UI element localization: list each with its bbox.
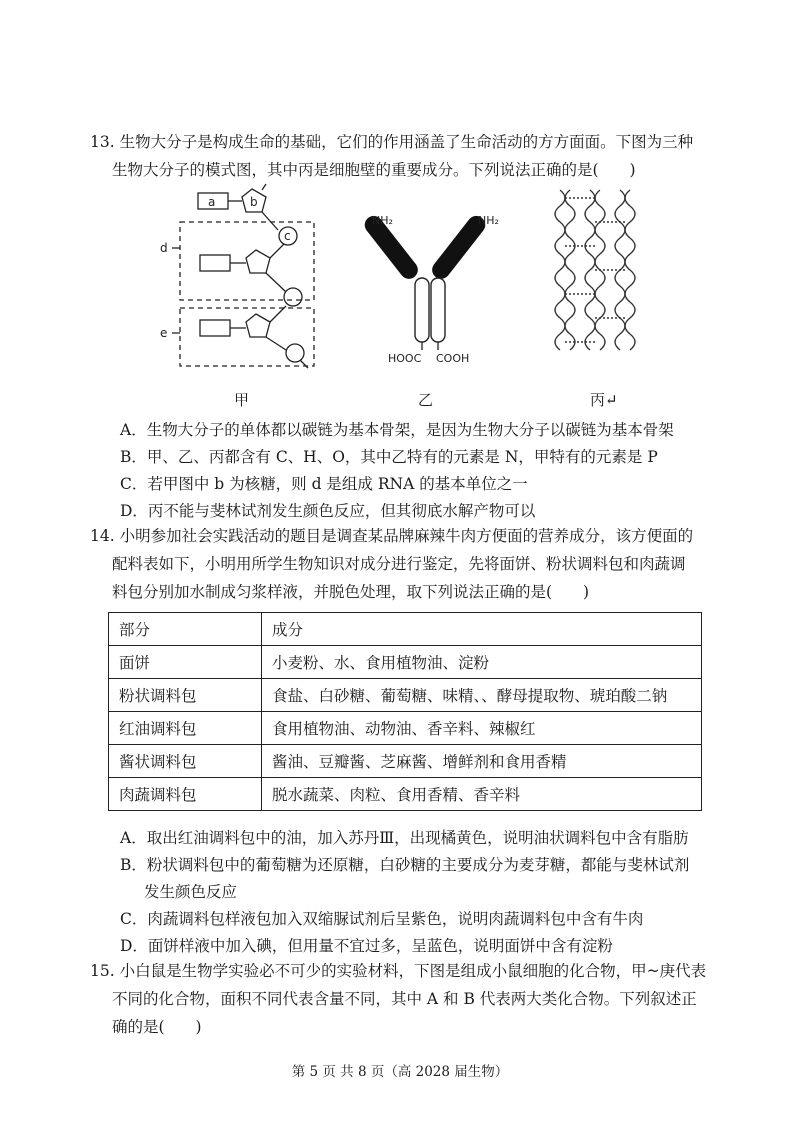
page-footer: 第 5 页 共 8 页（高 2028 届生物） xyxy=(291,1064,509,1080)
yi-hooc: HOOC xyxy=(388,352,422,365)
table-header-row xyxy=(109,613,702,646)
table-cell: 粉状调料包 xyxy=(109,679,262,712)
caption-jia: 甲 xyxy=(234,391,250,409)
q13-option-c: C．若甲图中 b 为核糖，则 d 是组成 RNA 的基本单位之一 xyxy=(120,475,528,493)
q13-option-d: D．丙不能与斐林试剂发生颜色反应，但其彻底水解产物可以 xyxy=(120,502,536,520)
q13-option-b: B．甲、乙、丙都含有 C、H、O，其中乙特有的元素是 N，甲特有的元素是 P xyxy=(120,448,658,466)
table-cell: 小麦粉、水、食用植物油、淀粉 xyxy=(262,646,702,679)
q15-line-2: 不同的化合物，面积不同代表含量不同，其中 A 和 B 代表两大类化合物。下列叙述正 xyxy=(112,990,697,1008)
table-row xyxy=(109,778,702,811)
table-cell: 酱油、豆瓣酱、芝麻酱、增鲜剂和食用香精 xyxy=(262,745,702,778)
yi-cooh: COOH xyxy=(436,352,470,365)
q14-option-b-line-2: 发生颜色反应 xyxy=(144,883,238,901)
jia-dashed-box-e xyxy=(180,308,314,366)
q13-figure xyxy=(150,180,710,420)
q13-line-2: 生物大分子的模式图，其中丙是细胞壁的重要成分。下列说法正确的是( ) xyxy=(112,161,636,179)
yi-nh2-left: NH₂ xyxy=(372,214,393,227)
table-cell: 面饼 xyxy=(109,646,262,679)
ingredients-table xyxy=(108,612,702,811)
table-header-content: 成分 xyxy=(262,613,702,646)
jia-label-d: d xyxy=(160,241,168,255)
table-cell: 脱水蔬菜、肉粒、食用香精、香辛料 xyxy=(262,778,702,811)
q14-option-d: D．面饼样液中加入碘，但用量不宜过多，呈蓝色，说明面饼中含有淀粉 xyxy=(120,937,613,955)
q14-option-c: C．肉蔬调料包样液包加入双缩脲试剂后呈紫色，说明肉蔬调料包中含有牛肉 xyxy=(120,910,644,928)
q14-line-3: 料包分别加水制成匀浆样液，并脱色处理，取下列说法正确的是( ) xyxy=(112,583,590,601)
caption-yi: 乙 xyxy=(418,391,434,409)
table-cell: 红油调料包 xyxy=(109,712,262,745)
jia-label-b: b xyxy=(250,195,258,209)
table-cell: 食用植物油、动物油、香辛料、辣椒红 xyxy=(262,712,702,745)
question-13-stem xyxy=(90,128,730,184)
table-cell: 食盐、白砂糖、葡萄糖、味精、、酵母提取物、琥珀酸二钠 xyxy=(262,679,702,712)
table-cell: 酱状调料包 xyxy=(109,745,262,778)
yi-nh2-right: NH₂ xyxy=(478,214,499,227)
table-row xyxy=(109,712,702,745)
jia-label-c: c xyxy=(284,229,291,243)
q14-line-2: 配料表如下，小明用所学生物知识对成分进行鉴定，先将面饼、粉状调料包和肉蔬调 xyxy=(112,555,686,573)
table-row xyxy=(109,679,702,712)
figure-yi xyxy=(361,212,499,365)
table-cell: 肉蔬调料包 xyxy=(109,778,262,811)
q14-line-1: 14. 小明参加社会实践活动的题目是调查某品牌麻辣牛肉方便面的营养成分，该方便面的 xyxy=(90,527,694,545)
q14-option-b-line-1: B．粉状调料包中的葡萄糖为还原糖，白砂糖的主要成分为麦芽糖，都能与斐林试剂 xyxy=(120,856,690,874)
q13-line-1: 13. 生物大分子是构成生命的基础，它们的作用涵盖了生命活动的方方面面。下图为三种 xyxy=(90,133,694,151)
jia-label-a: a xyxy=(208,195,216,209)
table-row xyxy=(109,646,702,679)
question-14-stem xyxy=(90,522,730,606)
figure-bing xyxy=(555,190,635,350)
caption-bing: 丙↵ xyxy=(590,391,618,409)
table-row xyxy=(109,745,702,778)
q14-option-a: A．取出红油调料包中的油，加入苏丹Ⅲ，出现橘黄色，说明油状调料包中含有脂肪 xyxy=(120,829,689,847)
question-15-stem xyxy=(90,957,730,1041)
q13-option-a: A．生物大分子的单体都以碳链为基本骨架，是因为生物大分子以碳链为基本骨架 xyxy=(120,421,674,439)
jia-label-e: e xyxy=(160,326,168,340)
table-header-part: 部分 xyxy=(109,613,262,646)
q15-line-1: 15. 小白鼠是生物学实验必不可少的实验材料，下图是组成小鼠细胞的化合物，甲~庚代表 xyxy=(90,962,707,980)
figure-jia xyxy=(172,184,314,368)
q15-line-3: 确的是( ) xyxy=(112,1018,202,1036)
